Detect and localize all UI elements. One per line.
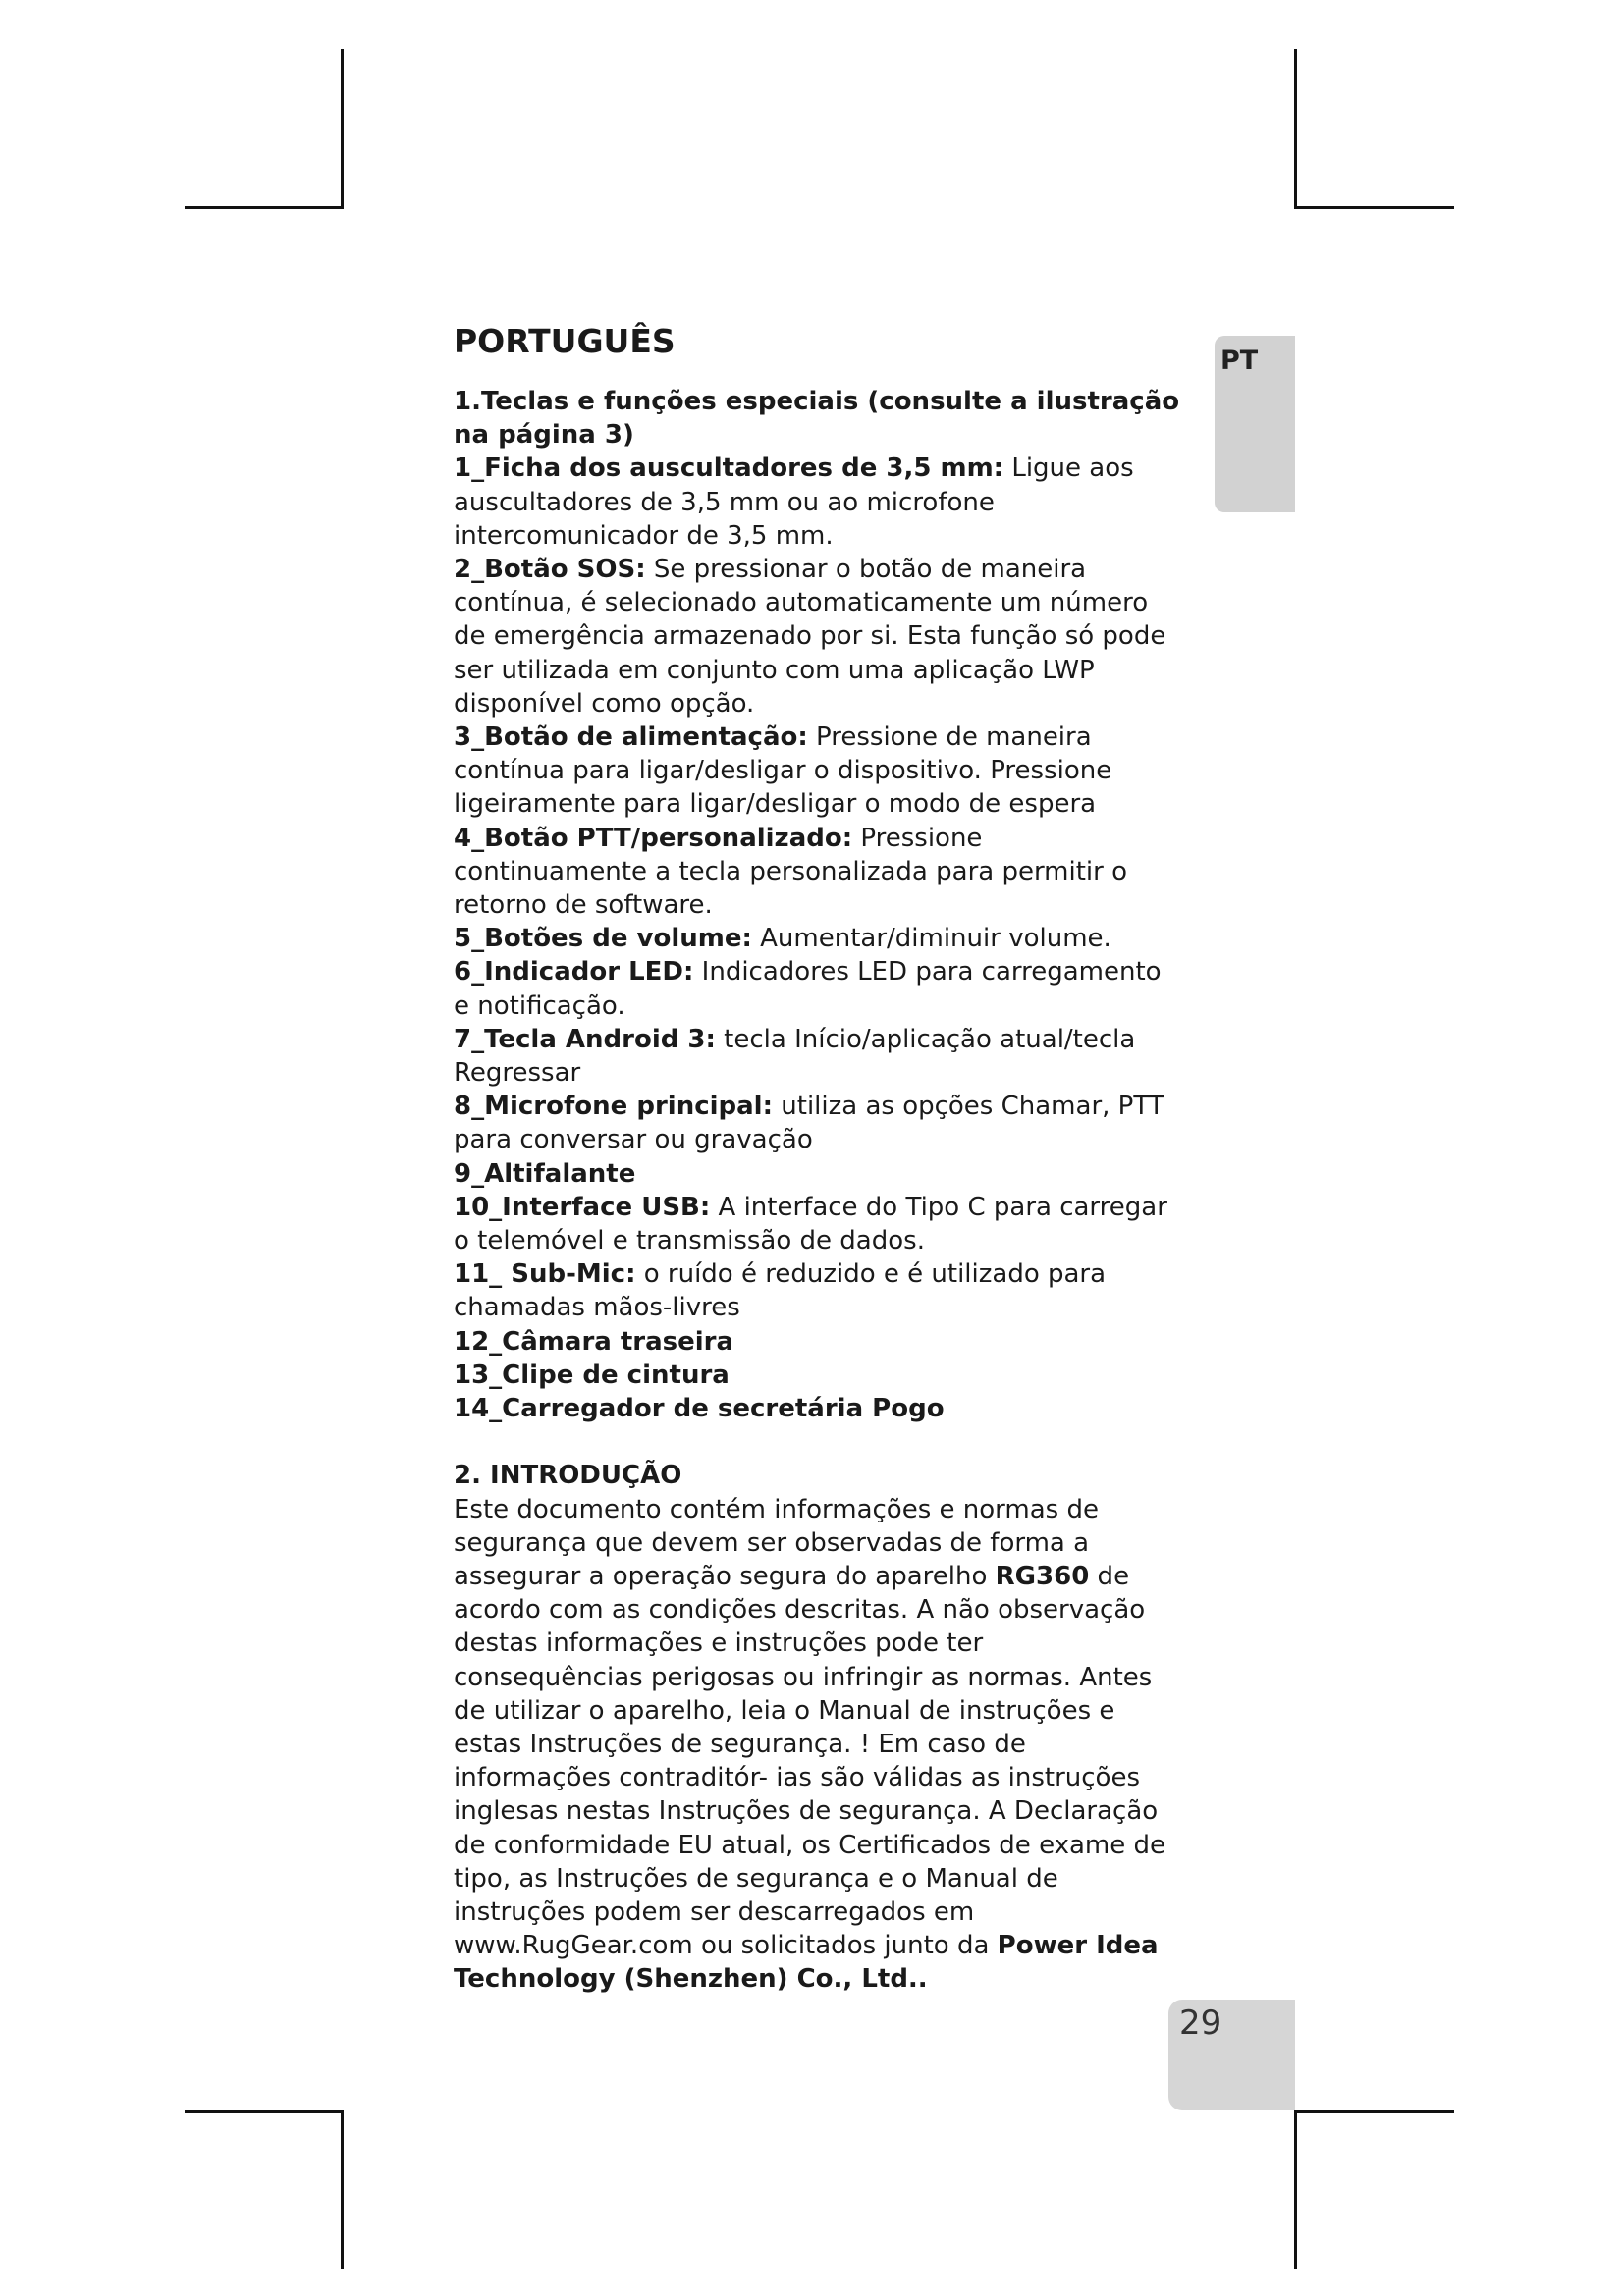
language-tab-label: PT — [1220, 346, 1259, 376]
list-item: 9_Altifalante — [454, 1158, 636, 1189]
crop-mark-bottom-right-horizontal — [1294, 2110, 1454, 2113]
key-function-list — [454, 452, 1180, 1425]
list-item: 10_Interface USB: A interface do Tipo C para carregar o telemóvel e transmissão de dados. — [454, 1192, 1167, 1256]
list-item: 12_Câmara traseira — [454, 1326, 734, 1357]
language-tab — [1215, 336, 1295, 512]
crop-mark-top-right-horizontal — [1294, 206, 1454, 209]
list-item: 11_ Sub-Mic: o ruído é reduzido e é utilizado para chamadas mãos-livres — [454, 1259, 1107, 1323]
model-name: RG360 — [995, 1561, 1090, 1591]
list-item: 7_Tecla Android 3: tecla Início/aplicação atual/tecla Regressar — [454, 1024, 1136, 1089]
list-item: 14_Carregador de secretária Pogo — [454, 1394, 945, 1424]
crop-mark-bottom-left-vertical — [341, 2110, 344, 2269]
section-2-title: 2. INTRODUÇÃO — [454, 1461, 682, 1491]
list-item: 5_Botões de volume: Aumentar/diminuir volume. — [454, 924, 1111, 954]
introduction-paragraph: Este documento contém informações e normas de segurança que devem ser observadas de forma a assegurar a operação segura do aparelho RG360 de acordo com as condições descritas. A não observação destas informações e instruções pode ter consequências perigosas ou infringir as normas. Antes de utilizar o aparelho, leia o Manual de instruções e estas Instruções de segurança. ! Em caso de informações contraditór- ias são válidas as instruções inglesas nestas Instruções de segurança. A Declaração de conformidade EU atual, os Certificados de exame de tipo, as Instruções de segurança e o Manual de instruções podem ser descarregados em www.RugGear.com ou solicitados junto da Power Idea Technology (Shenzhen) Co., Ltd.. — [454, 1494, 1166, 1995]
crop-mark-top-left-horizontal — [185, 206, 344, 209]
crop-mark-bottom-left-horizontal — [185, 2110, 344, 2113]
crop-mark-bottom-right-vertical — [1294, 2110, 1297, 2269]
page-number-tab — [1168, 2000, 1295, 2110]
crop-mark-top-right-vertical — [1294, 49, 1297, 209]
crop-mark-top-left-vertical — [341, 49, 344, 209]
page-number: 29 — [1179, 2003, 1222, 2043]
list-item: 3_Botão de alimentação: Pressione de maneira contínua para ligar/desligar o dispositivo. Pressione ligeiramente para ligar/desligar o modo de espera — [454, 722, 1112, 820]
document-body — [454, 322, 1180, 1997]
list-item: 1_Ficha dos auscultadores de 3,5 mm: Ligue aos auscultadores de 3,5 mm ou ao microfone intercomunicador de 3,5 mm. — [454, 454, 1134, 551]
list-item: 4_Botão PTT/personalizado: Pressione continuamente a tecla personalizada para permitir o retorno de software. — [454, 823, 1128, 921]
list-item: 2_Botão SOS: Se pressionar o botão de maneira contínua, é selecionado automaticamente um número de emergência armazenado por si. Esta função só pode ser utilizada em conjunto com uma aplicação LWP disponível como opção. — [454, 555, 1166, 719]
section-1-title: 1.Teclas e funções especiais (consulte a ilustração na página 3) — [454, 387, 1180, 451]
list-item: 13_Clipe de cintura — [454, 1360, 730, 1390]
list-item: 6_Indicador LED: Indicadores LED para carregamento e notificação. — [454, 957, 1162, 1021]
page-heading: PORTUGUÊS — [454, 322, 676, 360]
list-item: 8_Microfone principal: utiliza as opções Chamar, PTT para conversar ou gravação — [454, 1092, 1164, 1155]
company-name: Power Idea Technology (Shenzhen) Co., Ltd.. — [454, 1931, 1159, 1995]
